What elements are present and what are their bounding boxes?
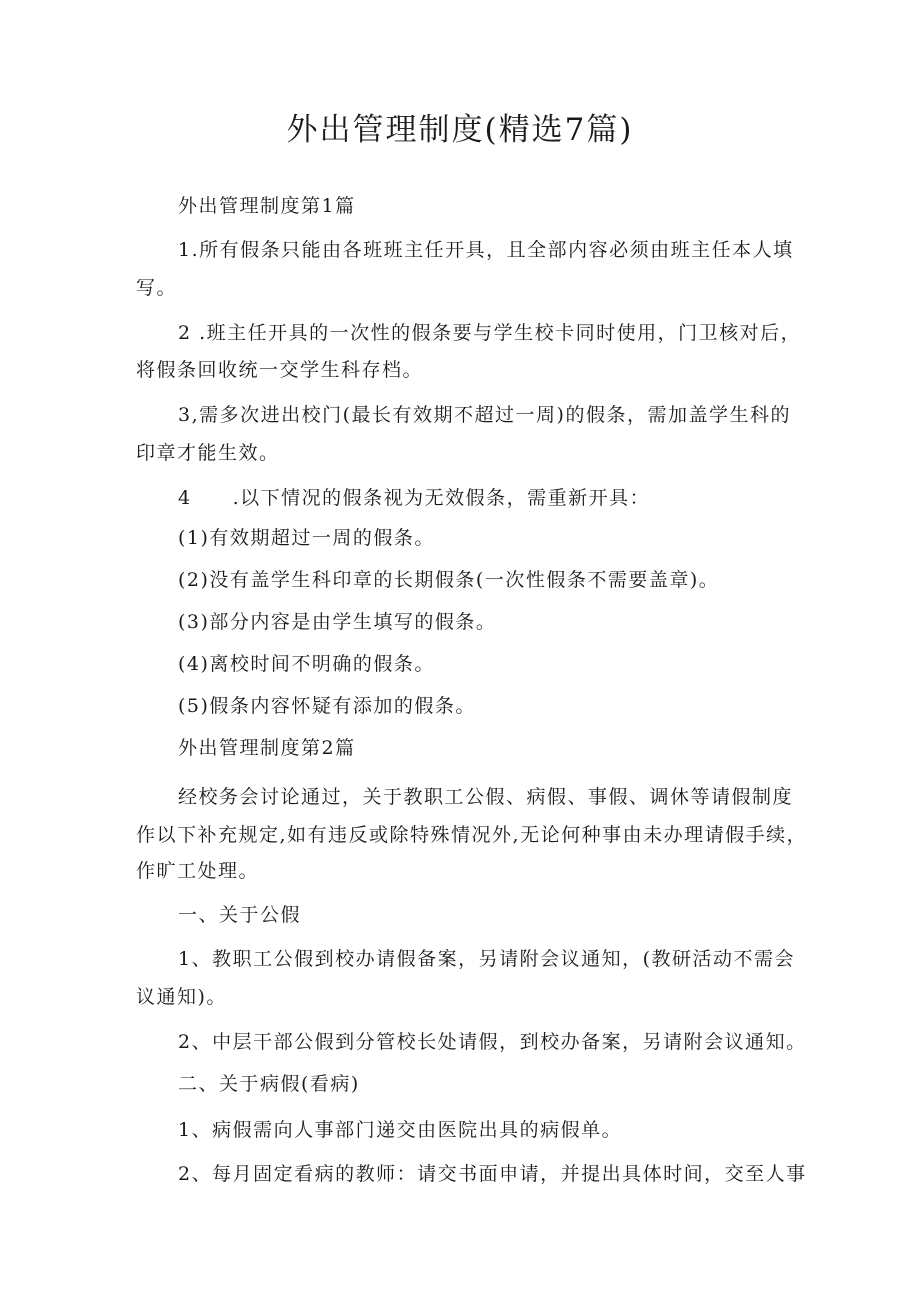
paragraph-line: 3,需多次进出校门(最长有效期不超过一周)的假条，需加盖学生科的 [178, 404, 791, 426]
paragraph-line: 2、中层干部公假到分管校长处请假，到校办备案，另请附会议通知。 [178, 1031, 807, 1053]
paragraph-line: 4 .以下情况的假条视为无效假条，需重新开具： [178, 487, 651, 509]
paragraph-line: 作旷工处理。 [136, 860, 260, 882]
list-item: (4)离校时间不明确的假条。 [178, 653, 435, 675]
paragraph-line: 2 .班主任开具的一次性的假条要与学生校卡同时使用，门卫核对后， [178, 322, 802, 344]
list-item: (1)有效期超过一周的假条。 [178, 527, 435, 549]
paragraph-line: 1、教职工公假到校办请假备案，另请附会议通知，(教研活动不需会 [178, 948, 796, 970]
paragraph-line: 写。 [136, 277, 178, 299]
list-item: (5)假条内容怀疑有添加的假条。 [178, 695, 476, 717]
section-heading-2: 外出管理制度第2篇 [178, 737, 356, 759]
paragraph-line: 印章才能生效。 [136, 442, 280, 464]
paragraph-line: 将假条回收统一交学生科存档。 [136, 359, 424, 381]
list-item: (2)没有盖学生科印章的长期假条(一次性假条不需要盖章)。 [178, 569, 720, 591]
paragraph-line: 经校务会讨论通过，关于教职工公假、病假、事假、调休等请假制度 [178, 786, 794, 808]
paragraph-line: 2、每月固定看病的教师：请交书面申请，并提出具体时间，交至人事 [178, 1163, 807, 1185]
paragraph-line: 议通知)。 [136, 986, 227, 1008]
subsection-heading: 二、关于病假(看病) [178, 1073, 360, 1095]
paragraph-line: 作以下补充规定,如有违反或除特殊情况外,无论何种事由未办理请假手续， [136, 824, 808, 846]
section-heading-1: 外出管理制度第1篇 [178, 195, 356, 217]
subsection-heading: 一、关于公假 [178, 904, 302, 926]
list-item: (3)部分内容是由学生填写的假条。 [178, 611, 497, 633]
document-title: 外出管理制度(精选7篇) [286, 112, 634, 148]
paragraph-line: 1、病假需向人事部门递交由医院出具的病假单。 [178, 1119, 623, 1141]
paragraph-line: 1.所有假条只能由各班班主任开具，且全部内容必须由班主任本人填 [178, 239, 794, 261]
